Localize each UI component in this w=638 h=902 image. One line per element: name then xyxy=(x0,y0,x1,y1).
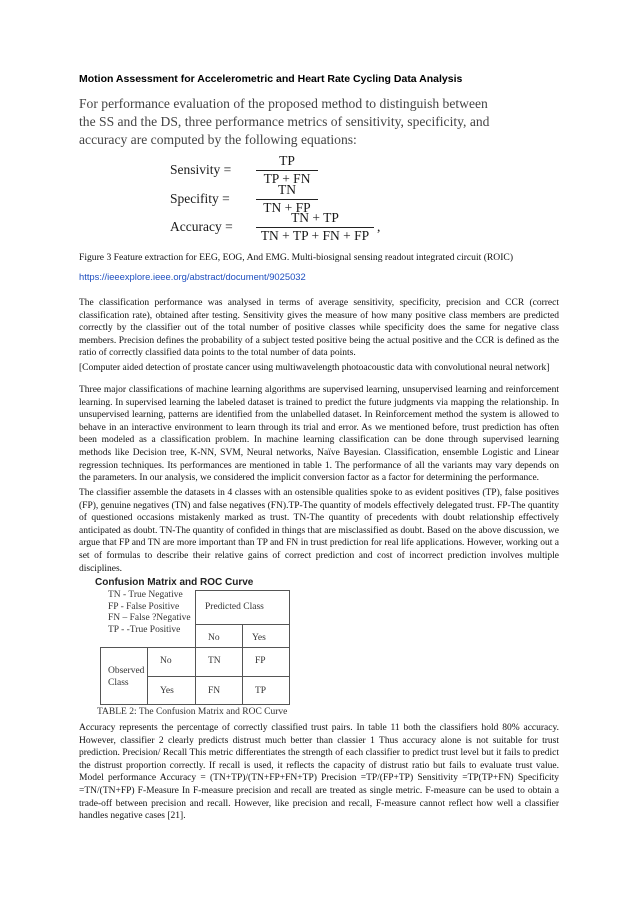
grid-line xyxy=(147,676,290,677)
paragraph-classification-performance: The classification performance was analysed in terms of average sensitivity, specificity, precision and CCR (correct classification rate), obtained after testing. Sensitivity gives the measure of how many positive class members are predicted correctly by the classifier out of the total number of positive classes while specificity does the same for negative class members. Precision defines the probability of a subject tested positive being the actual positive and the CCR is defined as the ratio of correctly classified data points to the total number of data points. xyxy=(79,298,559,359)
observed-no-row-label: No xyxy=(160,656,172,666)
accuracy-label: Accuracy = xyxy=(170,219,233,234)
paragraph-ml-classifications: Three major classifications of machine learning algorithms are supervised learning, unsupervised learning and reinforcement learning. In supervised learning the labeled dataset is trained to predict the future judgments via mapping the relationship. In unsupervised learning, patterns are identified from the unlabelled dataset. In Reinforcement method the system is allowed to behave in an interactive environment to learn through its trial and error. As we mentioned before, trust prediction has often been modeled as a classification problem. In machine learning classification can be done through supervised learning methods like Decision tree, K-NN, SVM, Neural networks, Naïve Bayesian. Classification, ensemble Logistic and Linear regression techniques. Its performances are mentioned in table 1. The performance of all the variants may vary depends on the parameters. In our analysis, we considered the implicit conversion factor as a factor for determining the performance. xyxy=(79,385,559,484)
grid-line xyxy=(242,624,243,705)
paragraph-citation: [Computer aided detection of prostate cancer using multiwavelength photoacoustic data with convolutional neural network] xyxy=(79,363,550,373)
figure-caption: Figure 3 Feature extraction for EEG, EOG, And EMG. Multi-biosignal sensing readout integrated circuit (ROIC) xyxy=(79,252,514,263)
grid-line xyxy=(100,647,101,705)
grid-line xyxy=(100,647,290,648)
predicted-no-header: No xyxy=(208,633,220,643)
predicted-class-header: Predicted Class xyxy=(205,602,264,612)
grid-line xyxy=(100,704,290,705)
cell-tn: TN xyxy=(208,656,221,666)
legend-item: TN - True Negative xyxy=(108,590,183,600)
sensitivity-denominator: TP + FN xyxy=(263,171,311,186)
observed-yes-row-label: Yes xyxy=(160,686,174,696)
confusion-matrix-grid xyxy=(100,590,290,705)
accuracy-numerator: TN + TP xyxy=(291,210,339,225)
specificity-numerator: TN xyxy=(278,182,296,197)
predicted-yes-header: Yes xyxy=(252,633,266,643)
intro-paragraph: For performance evaluation of the proposed method to distinguish between the SS and the DS, three performance metrics of sensitivity, specificity, and accuracy are computed by the following equations: xyxy=(79,96,490,147)
paragraph-accuracy-metrics: Accuracy represents the percentage of correctly classified trust pairs. In table 11 both the classifiers hold 80% accuracy. However, classifier 2 clearly predicts distrust much better than classier 1 Thus accuracy alone is not suitable for trust prediction. Precision/ Recall This metric differentiates the strength of each classifier to predict trust level but it fails to predict the distrust proportion correctly. If recall is used, it reflects the capacity of distrust ratio but fails to evaluate trust value. Model performance Accuracy = (TN+TP)/(TN+FP+FN+TP) Precision =TP/(FP+TP) Sensitivity =TP(TP+FN) Specificity =TN/(TN+FP) F-Measure In F-measure precision and recall are treated as single metric. F-measure can be used to obtain a trade-off between precision and recall. However, like precision and recall, F-measure cannot reflect how well a classifier handles negative cases [21]. xyxy=(79,723,559,822)
sensitivity-numerator: TP xyxy=(279,153,295,168)
page-title: Motion Assessment for Accelerometric and Heart Rate Cycling Data Analysis xyxy=(79,73,463,85)
specificity-label: Specifity = xyxy=(170,191,230,206)
legend-item: TP - -True Positive xyxy=(108,624,181,635)
reference-link[interactable]: https://ieeexplore.ieee.org/abstract/document/9025032 xyxy=(79,271,306,282)
legend-item: FP - False Positive xyxy=(108,601,180,612)
cell-fp: FP xyxy=(255,656,266,666)
observed-class-label-line1: Observed xyxy=(108,666,145,676)
sensitivity-label: Sensivity = xyxy=(170,162,232,177)
accuracy-denominator: TN + TP + FN + FP xyxy=(260,228,370,243)
table-caption: TABLE 2: The Confusion Matrix and ROC Curve xyxy=(97,707,288,717)
cell-tp: TP xyxy=(255,686,267,696)
confusion-matrix-title: Confusion Matrix and ROC Curve xyxy=(95,577,254,588)
specificity-denominator: TN + FP xyxy=(263,200,311,215)
observed-class-label-line2: Class xyxy=(108,678,129,688)
cell-fn: FN xyxy=(208,686,221,696)
accuracy-trailing-comma: , xyxy=(377,219,381,234)
accuracy-equation xyxy=(170,210,400,244)
paragraph-classifier-datasets: The classifier assemble the datasets in 4 classes with an ostensible qualities spoke to as evident positives (TP), false positives (FP), genuine negatives (TN) and false negatives (FN).TP-The quantity of models effectively delegated trust. FP-The quantity of questioned occasions mistakenly marked as trust. TN-The quantity of precedents with doubt relationship effectively anticipated as doubt. TN-The quantity of confided in things that are misclassified as doubt. Based on the above discussion, we argue that FP and TN are more important than TP and FN in trust prediction for real life applications. However, working out a set of formulas to describe their relative gains of correct prediction and cost of incorrect prediction involves multiple disciplines. xyxy=(79,488,559,574)
grid-line xyxy=(195,590,290,591)
legend-item: FN – False ?Negative xyxy=(108,613,191,623)
